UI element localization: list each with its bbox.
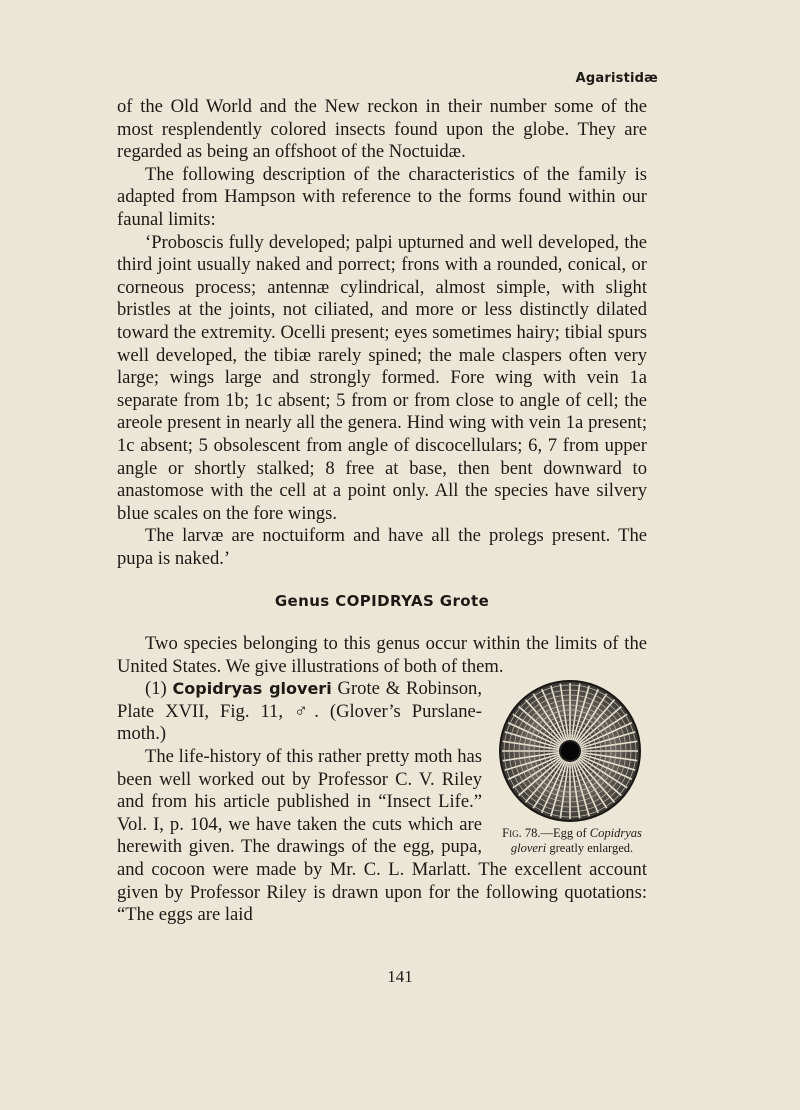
caption-end: greatly enlarged. — [546, 841, 634, 856]
genus-heading: Genus COPIDRYAS Grote — [274, 592, 490, 611]
caption-species: Copidryas gloveri — [510, 826, 642, 856]
page-number: 141 — [387, 967, 413, 986]
species-number: (1) — [145, 678, 167, 700]
figure-78 — [492, 678, 647, 856]
paragraph-1: of the Old World and the New reckon in their number some of the most resplendently colored insects found upon the globe. They are regarded as being an offshoot of the Noctuidæ. — [117, 96, 647, 163]
paragraph-3: ‘Proboscis fully developed; palpi upturned and well developed, the third joint usually naked and porrect; frons with a rounded, conical, or corneous process; antennæ cylindrical, almost simple, with slight bristles at the joints, not ciliated, and more or less distinctly dilated toward the extremity. Ocelli present; eyes sometimes hairy; tibial spurs well developed, the tibiæ rarely spined; the male claspers often very large; wings large and strongly formed. Fore wing with vein 1a separate from 1b; 1c absent; 5 from or from close to angle of cell; the areole present in nearly all the genera. Hind wing with vein 1a present; 1c absent; 5 obsolescent from angle of discocellulars; 6, 7 from upper angle or shortly stalked; 8 free at base, then bent downward to anastomose with the cell at a point only. All the species have silvery blue scales on the fore wings. — [117, 231, 647, 524]
figure-label: Fig. 78. — [502, 826, 541, 841]
species-description: Grote & Robinson, Plate XVII, Fig. 11, ♂. (Glover’s Purslane-moth.) — [117, 678, 482, 745]
running-head: Agaristidæ — [575, 71, 658, 86]
species-name: Copidryas gloveri — [172, 679, 332, 699]
paragraph-4: The larvæ are noctuiform and have all the prolegs present. The pupa is naked.’ — [117, 525, 647, 569]
figure-caption — [492, 826, 652, 856]
egg-illustration — [495, 678, 645, 824]
paragraph-7: The life-history of this rather pretty moth has been well worked out by Professor C. V. Riley and from his article published in “Insect Life.” Vol. I, p. 104, we have taken the cuts which are herewith given. The drawings of the egg, pupa, and cocoon were made by Mr. C. L. Marlatt. The excellent account given by Professor Riley is drawn upon for the following quotations: “The eggs are laid — [117, 746, 647, 926]
paragraph-5: Two species belonging to this genus occur within the limits of the United States. We give illustrations of both of them. — [117, 633, 647, 677]
caption-text: —Egg of — [540, 826, 590, 841]
paragraph-2: The following description of the characteristics of the family is adapted from Hampson with reference to the forms found within our faunal limits: — [117, 163, 647, 230]
body-text — [117, 96, 647, 927]
